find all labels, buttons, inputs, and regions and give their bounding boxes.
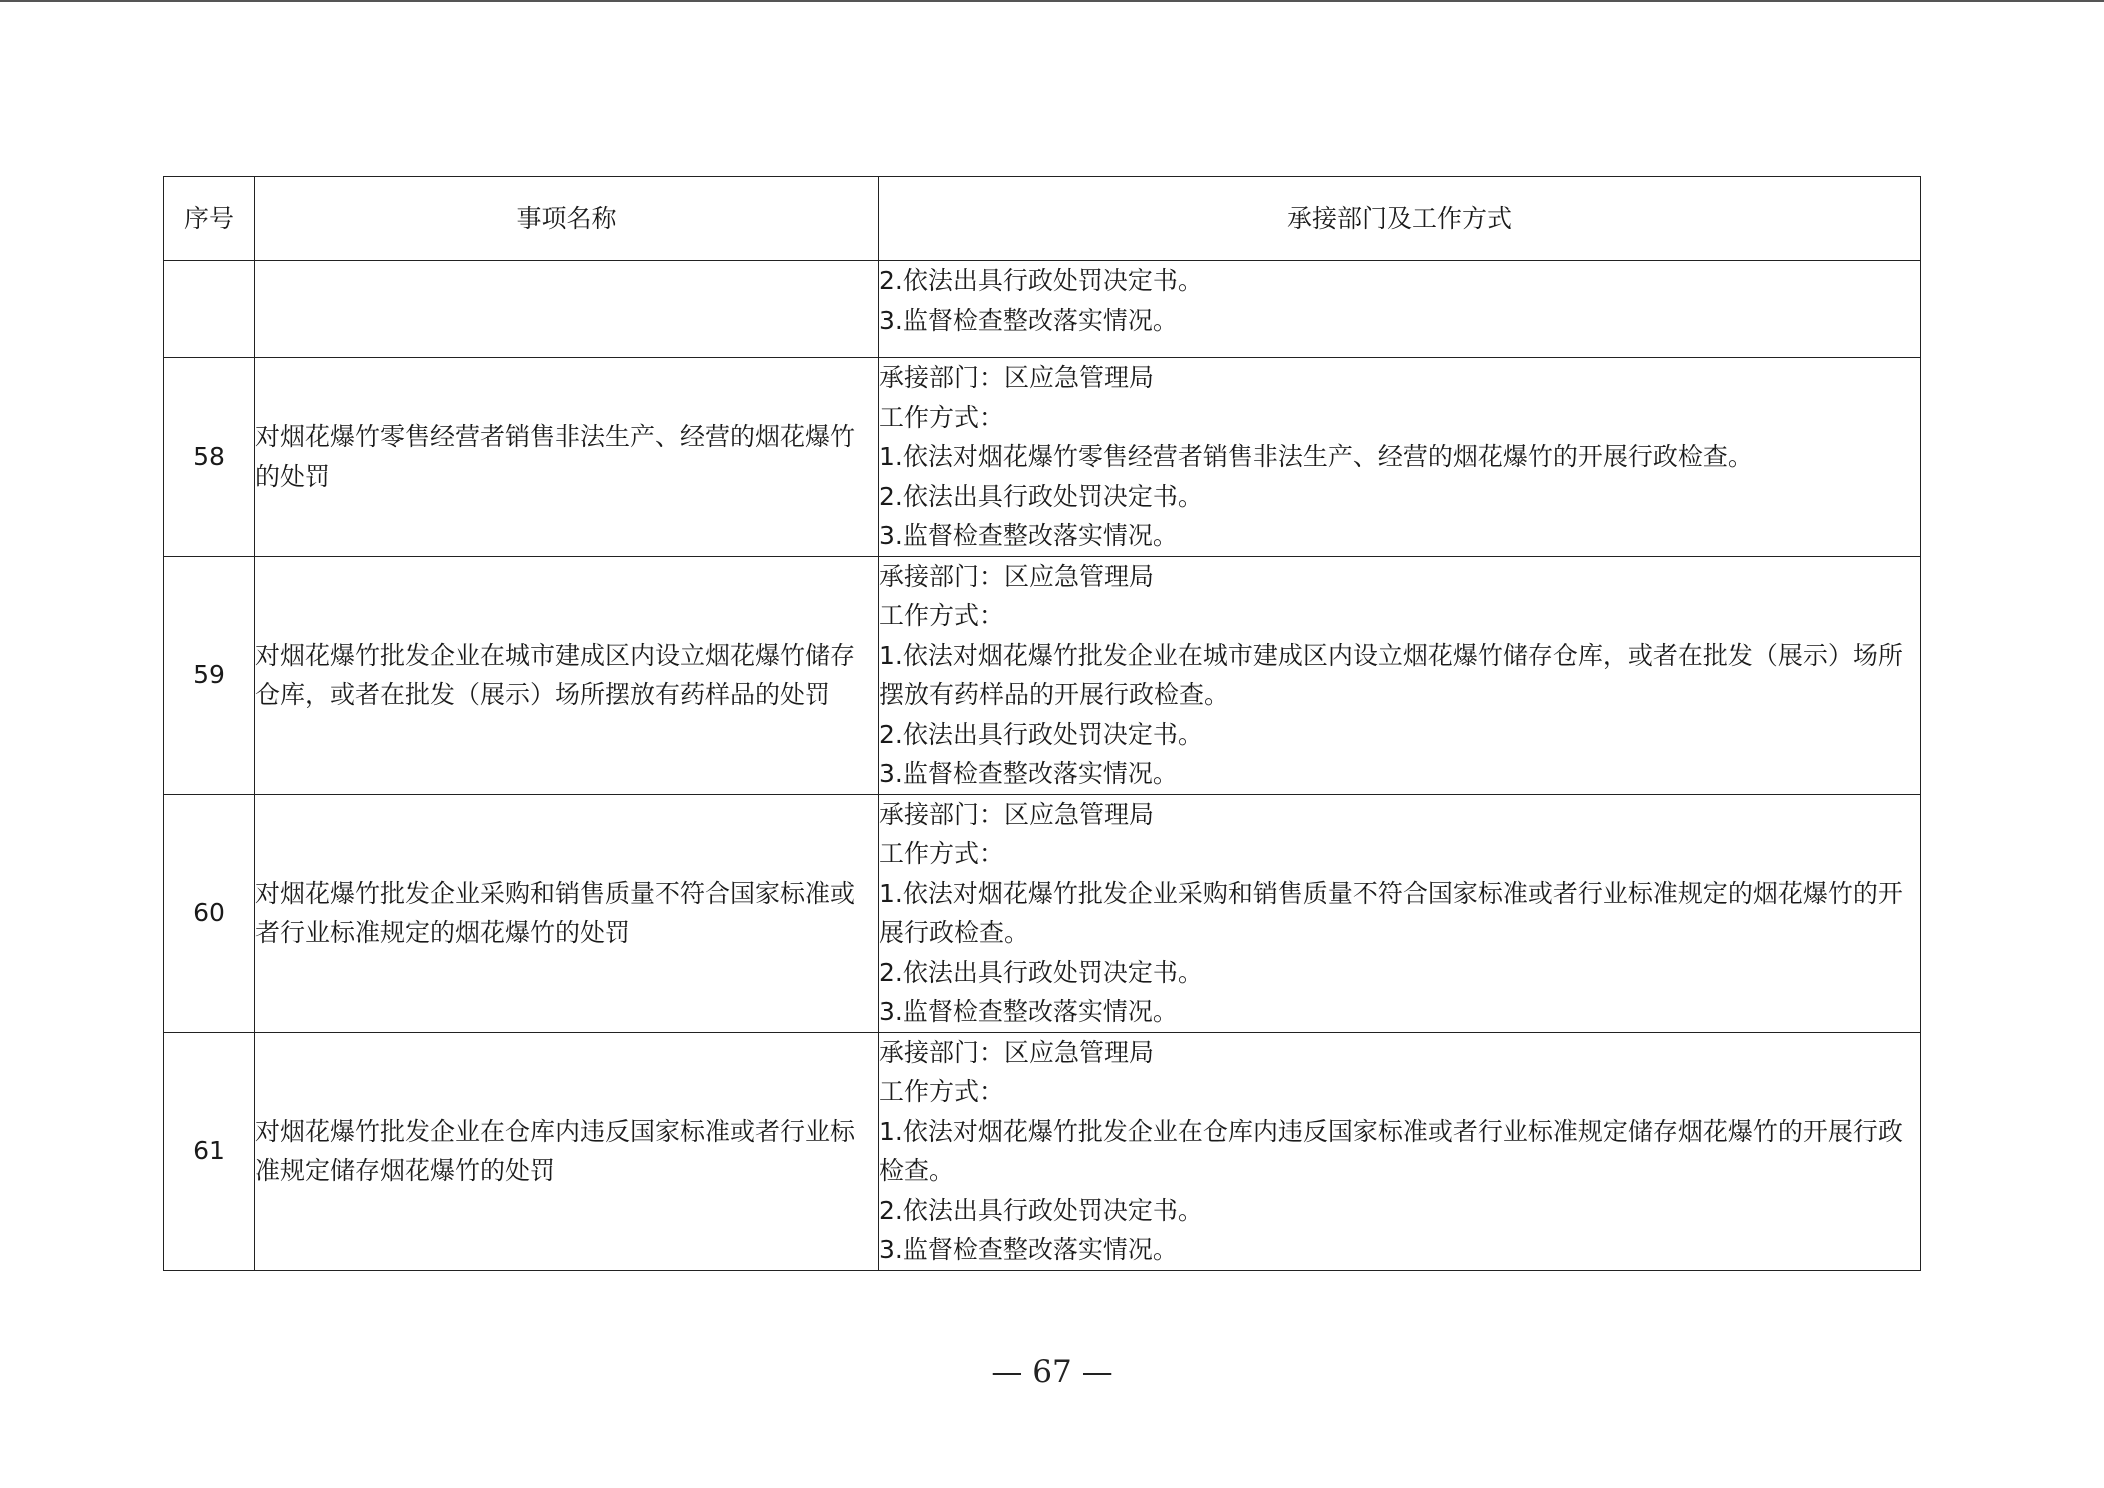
- row-item-name: 对烟花爆竹批发企业采购和销售质量不符合国家标准或者行业标准规定的烟花爆竹的处罚: [255, 794, 879, 1032]
- row-department-method: [879, 1032, 1921, 1270]
- method-line: 1.依法对烟花爆竹批发企业采购和销售质量不符合国家标准或者行业标准规定的烟花爆竹的开展行政检查。: [879, 878, 1903, 947]
- header-item-name: 事项名称: [255, 177, 879, 261]
- table-row: [164, 556, 1921, 794]
- method-line: 1.依法对烟花爆竹批发企业在城市建成区内设立烟花爆竹储存仓库，或者在批发（展示）场所摆放有药样品的开展行政检查。: [879, 640, 1903, 709]
- method-line: 1.依法对烟花爆竹零售经营者销售非法生产、经营的烟花爆竹的开展行政检查。: [879, 442, 1753, 471]
- header-number: 序号: [164, 177, 255, 261]
- header-department-method: 承接部门及工作方式: [879, 177, 1921, 261]
- row-number: [164, 261, 255, 358]
- matters-table: [163, 176, 1921, 1271]
- row-number: 58: [164, 358, 255, 557]
- method-line: 2.依法出具行政处罚决定书。: [879, 1195, 1203, 1225]
- row-item-name: [255, 261, 879, 358]
- method-line: 2.依法出具行政处罚决定书。: [879, 266, 1203, 295]
- method-line: 1.依法对烟花爆竹批发企业在仓库内违反国家标准或者行业标准规定储存烟花爆竹的开展行政检查。: [879, 1116, 1903, 1185]
- method-line: 2.依法出具行政处罚决定书。: [879, 957, 1203, 987]
- table-row: [164, 358, 1921, 557]
- method-label-line: 工作方式：: [879, 1077, 1005, 1106]
- row-department-method: [879, 556, 1921, 794]
- row-number: 59: [164, 556, 255, 794]
- row-department-method: [879, 358, 1921, 557]
- top-border-line: [0, 0, 2104, 2]
- method-label-line: 工作方式：: [879, 402, 1005, 432]
- table-row: [164, 794, 1921, 1032]
- method-line: 2.依法出具行政处罚决定书。: [879, 481, 1203, 511]
- method-department-line: 承接部门：区应急管理局: [879, 1037, 1155, 1067]
- method-department-line: 承接部门：区应急管理局: [879, 363, 1155, 392]
- method-line: 3.监督检查整改落实情况。: [879, 521, 1178, 550]
- method-line: 2.依法出具行政处罚决定书。: [879, 719, 1203, 749]
- method-department-line: 承接部门：区应急管理局: [879, 561, 1155, 591]
- method-line: 3.监督检查整改落实情况。: [879, 997, 1178, 1026]
- method-label-line: 工作方式：: [879, 839, 1005, 868]
- method-line: 3.监督检查整改落实情况。: [879, 1235, 1178, 1264]
- row-number: 61: [164, 1032, 255, 1270]
- table-header-row: [164, 177, 1921, 261]
- method-label-line: 工作方式：: [879, 601, 1005, 630]
- table-row-continuation: [164, 261, 1921, 358]
- row-item-name: 对烟花爆竹批发企业在城市建成区内设立烟花爆竹储存仓库，或者在批发（展示）场所摆放有药样品的处罚: [255, 556, 879, 794]
- row-item-name: 对烟花爆竹零售经营者销售非法生产、经营的烟花爆竹的处罚: [255, 358, 879, 557]
- table-row: [164, 1032, 1921, 1270]
- row-number: 60: [164, 794, 255, 1032]
- method-line: 3.监督检查整改落实情况。: [879, 305, 1178, 335]
- row-item-name: 对烟花爆竹批发企业在仓库内违反国家标准或者行业标准规定储存烟花爆竹的处罚: [255, 1032, 879, 1270]
- method-department-line: 承接部门：区应急管理局: [879, 799, 1155, 829]
- row-department-method: [879, 794, 1921, 1032]
- page-number: — 67 —: [991, 1354, 1113, 1390]
- method-line: 3.监督检查整改落实情况。: [879, 759, 1178, 788]
- row-department-method: [879, 261, 1921, 358]
